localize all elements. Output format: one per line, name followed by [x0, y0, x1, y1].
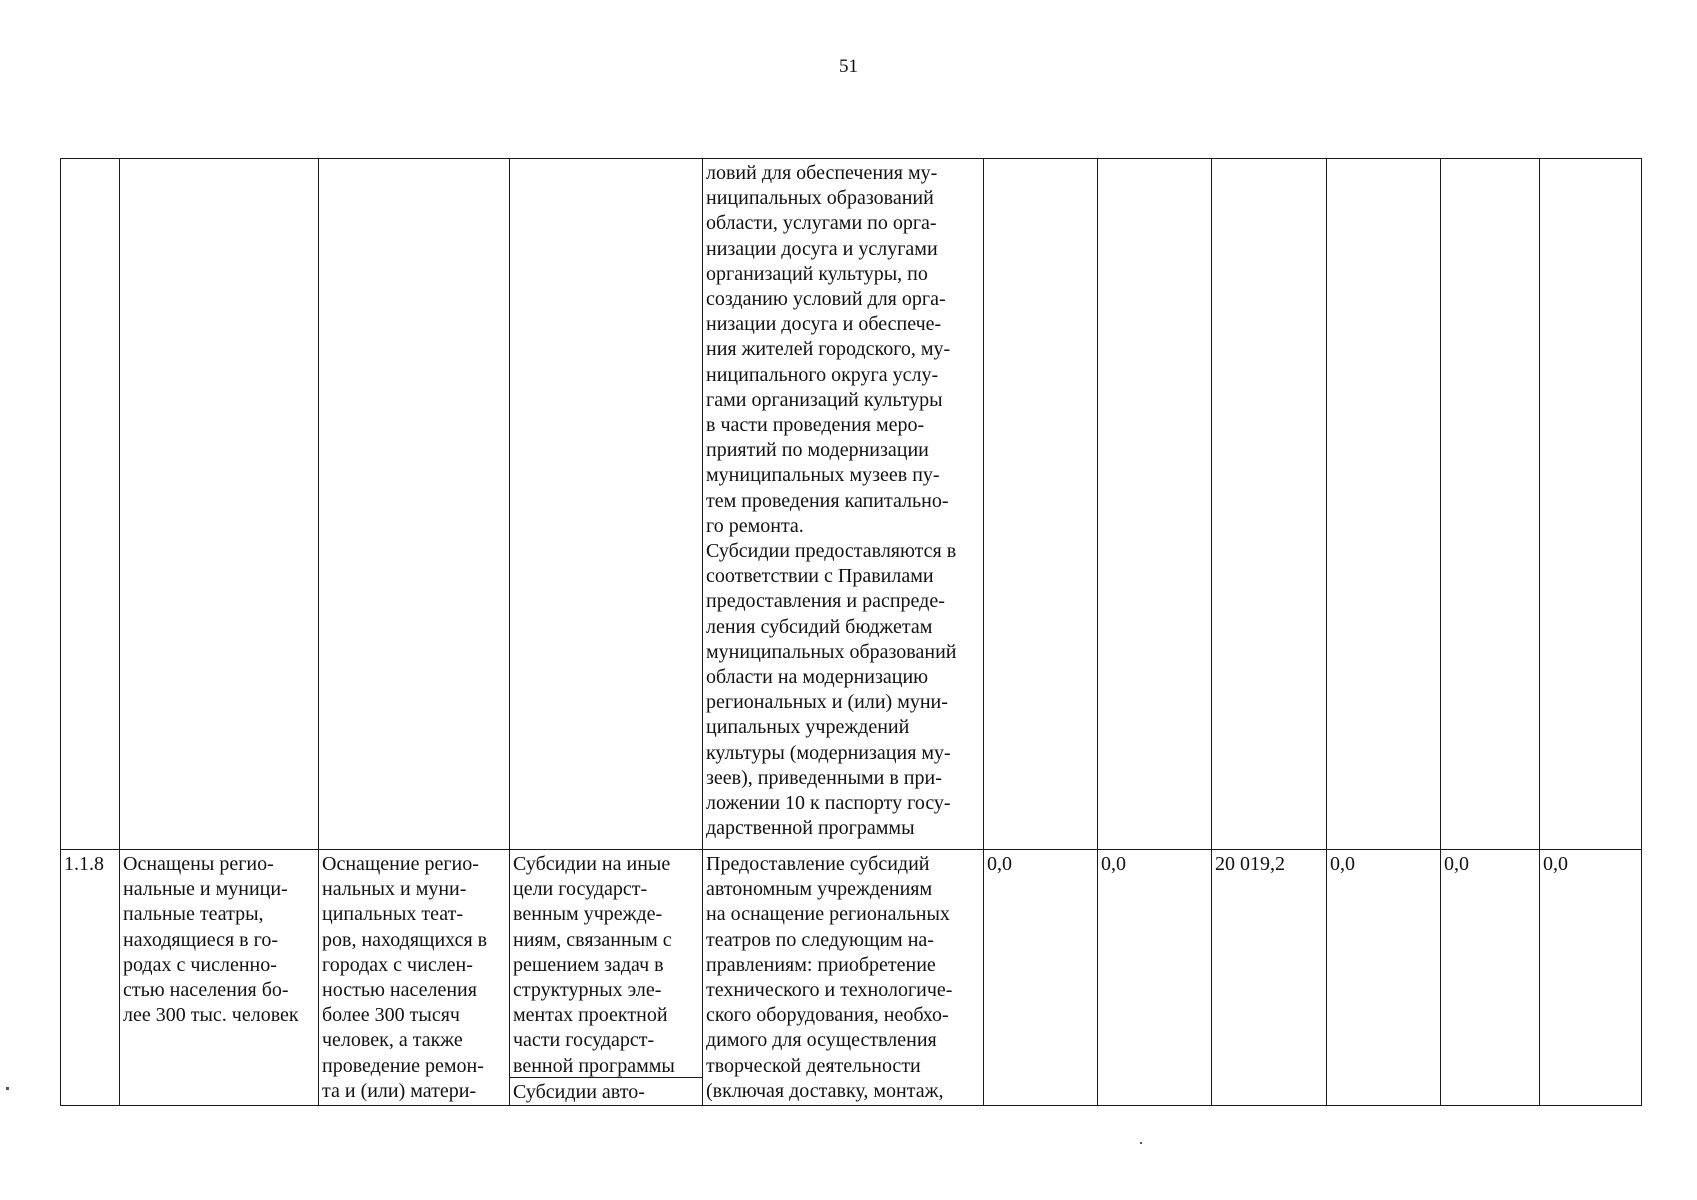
description-line: низации досуга и обеспече-	[706, 313, 942, 336]
type-line: Субсидии авто-	[513, 1081, 645, 1103]
activity-line: нальных и муни-	[322, 878, 467, 901]
scan-speck	[1140, 1142, 1142, 1144]
description-line: ления субсидий бюджетам	[706, 615, 933, 638]
cell-value	[984, 850, 1098, 1106]
result-line: пальные театры,	[123, 903, 264, 926]
description-line: ниципальных образований	[706, 187, 934, 210]
activity-line: та и (или) матери-	[322, 1079, 477, 1102]
description-line: димого для осуществления	[706, 1029, 937, 1052]
description-line: ловий для обеспечения му-	[706, 162, 938, 184]
activity-line: ностью населения	[322, 979, 477, 1002]
row-number: 1.1.8	[64, 853, 104, 875]
description-line: тем проведения капитально-	[706, 489, 949, 512]
cell-value	[1327, 159, 1441, 850]
cell-value	[1540, 159, 1642, 850]
value-text: 0,0	[1543, 853, 1568, 875]
description-line: ципальных учреждений	[706, 716, 910, 739]
table-row-1-1-8	[61, 850, 1642, 1106]
cell-value	[1441, 850, 1540, 1106]
type-line: части государст-	[513, 1029, 655, 1052]
description-line: автономным учреждениям	[706, 878, 933, 901]
description-line: Субсидии предоставляются в	[706, 540, 957, 563]
activity-line: более 300 тысяч	[322, 1004, 460, 1027]
activity-line: проведение ремон-	[322, 1054, 484, 1077]
result-line: нальные и муници-	[123, 878, 288, 901]
result-line: стью населения бо-	[123, 979, 289, 1002]
type-line: Субсидии на иные	[513, 853, 671, 875]
description-line: творческой деятельности	[706, 1054, 921, 1077]
cell-value	[984, 159, 1098, 850]
activity-line: Оснащение регио-	[322, 853, 479, 875]
cell-type	[510, 159, 703, 850]
value-text: 0,0	[987, 853, 1012, 875]
activity-line: человек, а также	[322, 1029, 463, 1052]
value-text: 0,0	[1101, 853, 1126, 875]
cell-type	[510, 850, 703, 1106]
type-line: венной программы	[513, 1054, 675, 1077]
activity-line: ципальных теат-	[322, 903, 464, 926]
page-number: 51	[839, 56, 858, 77]
type-line: структурных эле-	[513, 979, 662, 1002]
description-line: области, услугами по орга-	[706, 212, 937, 235]
description-line: (включая доставку, монтаж,	[706, 1079, 944, 1102]
type-subcell-bottom	[513, 1078, 699, 1105]
type-line: ниям, связанным с	[513, 928, 672, 951]
description-line: региональных и (или) муни-	[706, 691, 948, 714]
cell-result	[120, 850, 319, 1106]
description-line: ложении 10 к паспорту госу-	[706, 792, 951, 815]
activity-line: ров, находящихся в	[322, 928, 488, 951]
activity-line: городах с числен-	[322, 953, 473, 976]
result-line: лее 300 тыс. человек	[123, 1004, 299, 1027]
description-line: организаций культуры, по	[706, 262, 928, 285]
type-line: венным учрежде-	[513, 903, 663, 926]
result-line: Оснащены регио-	[123, 853, 274, 875]
type-line: решением задач в	[513, 953, 664, 976]
type-subcell-top	[510, 852, 702, 1078]
cell-result	[120, 159, 319, 850]
cell-activity	[319, 850, 510, 1106]
cell-value	[1441, 159, 1540, 850]
cell-number	[61, 850, 120, 1106]
description-line: технического и технологиче-	[706, 979, 953, 1002]
cell-value	[1327, 850, 1441, 1106]
cell-description	[703, 850, 984, 1106]
cell-value	[1098, 850, 1212, 1106]
description-line: приятий по модернизации	[706, 439, 929, 462]
value-text: 20 019,2	[1215, 853, 1285, 875]
description-line: ния жителей городского, му-	[706, 338, 951, 361]
description-line: области на модернизацию	[706, 666, 929, 689]
description-line: театров по следующим на-	[706, 928, 934, 951]
cell-value	[1212, 850, 1327, 1106]
description-line: предоставления и распреде-	[706, 590, 945, 613]
description-line: созданию условий для орга-	[706, 288, 946, 311]
description-line: муниципальных образований	[706, 640, 957, 663]
description-line: на оснащение региональных	[706, 903, 950, 926]
description-line: правлениям: приобретение	[706, 953, 936, 976]
scan-speck	[6, 1087, 9, 1090]
type-line: цели государст-	[513, 878, 648, 901]
cell-description	[703, 159, 984, 850]
description-line: соответствии с Правилами	[706, 565, 934, 588]
description-line: зеев), приведенными в при-	[706, 766, 942, 789]
cell-value	[1540, 850, 1642, 1106]
cell-value	[1212, 159, 1327, 850]
cell-activity	[319, 159, 510, 850]
description-line: гами организаций культуры	[706, 388, 943, 411]
cell-value	[1098, 159, 1212, 850]
description-line: в части проведения меро-	[706, 414, 925, 437]
result-line: родах с численно-	[123, 953, 277, 976]
description-line: ского оборудования, необхо-	[706, 1004, 949, 1027]
result-line: находящиеся в го-	[123, 928, 278, 951]
description-line: низации досуга и услугами	[706, 237, 938, 260]
description-line: культуры (модернизация му-	[706, 741, 951, 764]
type-line: ментах проектной	[513, 1004, 668, 1027]
description-line: муниципальных музеев пу-	[706, 464, 940, 487]
program-table	[60, 158, 1642, 1106]
description-line: Предоставление субсидий	[706, 853, 930, 875]
description-line: дарственной программы	[706, 817, 915, 840]
value-text: 0,0	[1330, 853, 1355, 875]
cell-number	[61, 159, 120, 850]
description-line: ниципального округа услу-	[706, 363, 939, 386]
value-text: 0,0	[1444, 853, 1469, 875]
description-line: го ремонта.	[706, 514, 804, 537]
table-row-continuation	[61, 159, 1642, 850]
